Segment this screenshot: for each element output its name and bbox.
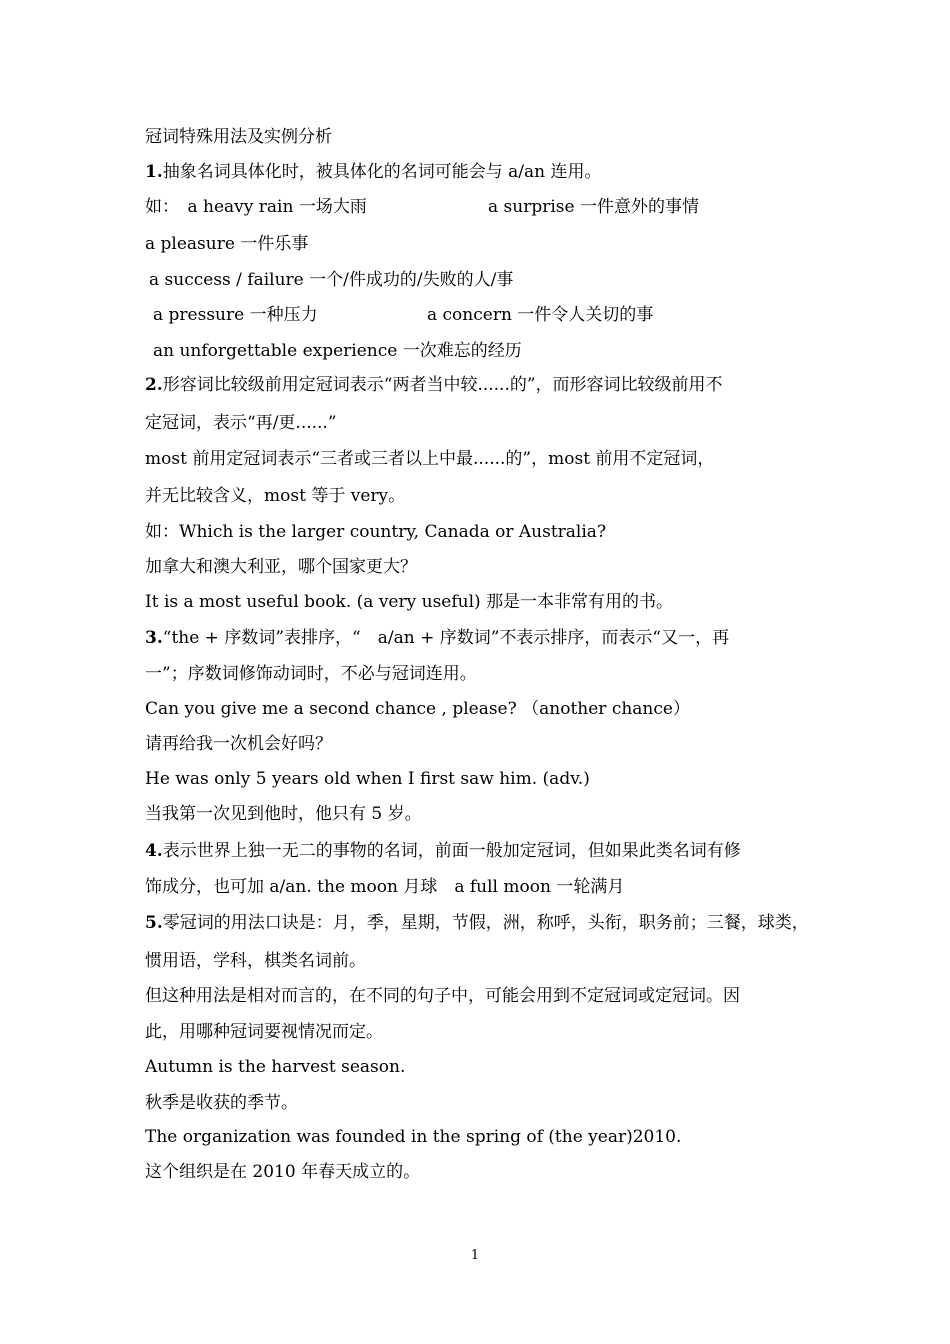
paragraph-line: 惯用语，学科，棋类名词前。 — [145, 951, 366, 971]
example-line: 如：Which is the larger country, Canada or Australia? — [145, 522, 607, 542]
section-number: 1. — [145, 162, 163, 182]
example-line: 秋季是收获的季节。 — [145, 1093, 298, 1113]
example-line: 加拿大和澳大利亚，哪个国家更大？ — [145, 557, 417, 577]
example-line: 当我第一次见到他时，他只有 5 岁。 — [145, 804, 422, 824]
section-text: 形容词比较级前用定冠词表示“两者当中较......的”，而形容词比较级前用不 — [162, 375, 723, 395]
example-line: a pleasure 一件乐事 — [145, 234, 309, 254]
paragraph-line: 饰成分，也可加 a/an. the moon 月球 a full moon 一轮满月 — [145, 877, 625, 897]
section-4-heading — [145, 840, 810, 862]
paragraph-line: 定冠词，表示“再/更......” — [145, 413, 337, 433]
section-number: 4. — [145, 841, 163, 861]
section-1-heading — [145, 161, 810, 183]
section-2-heading — [145, 374, 810, 396]
section-text: 表示世界上独一无二的事物的名词，前面一般加定冠词，但如果此类名词有修 — [162, 841, 741, 861]
paragraph-line: 此，用哪种冠词要视情况而定。 — [145, 1022, 383, 1042]
example-line — [153, 304, 818, 326]
section-number: 2. — [145, 375, 163, 395]
page-number: 1 — [470, 1248, 480, 1263]
paragraph-line: 一”；序数词修饰动词时，不必与冠词连用。 — [145, 664, 477, 684]
document-title: 冠词特殊用法及实例分析 — [145, 127, 332, 147]
example-line: 这个组织是在 2010 年春天成立的。 — [145, 1162, 421, 1182]
section-text: 抽象名词具体化时，被具体化的名词可能会与 a/an 连用。 — [162, 162, 602, 182]
section-text: “the + 序数词”表排序，“ a/an + 序数词”不表示排序，而表示“又一，再 — [162, 628, 730, 648]
section-5-heading — [145, 912, 810, 934]
example-text: 如： a heavy rain 一场大雨 — [145, 197, 367, 217]
example-text: a concern 一件令人关切的事 — [427, 305, 654, 325]
paragraph-line: most 前用定冠词表示“三者或三者以上中最......的”，most 前用不定冠词， — [145, 449, 715, 469]
paragraph-line: 但这种用法是相对而言的，在不同的句子中，可能会用到不定冠词或定冠词。因 — [145, 986, 740, 1006]
example-line: 请再给我一次机会好吗？ — [145, 734, 332, 754]
example-line: He was only 5 years old when I first saw him. (adv.) — [145, 769, 590, 789]
example-line: an unforgettable experience 一次难忘的经历 — [153, 341, 522, 361]
section-number: 3. — [145, 628, 163, 648]
section-text: 零冠词的用法口诀是：月，季，星期，节假，洲，称呼，头衔，职务前；三餐，球类， — [162, 913, 809, 933]
example-line — [145, 196, 810, 218]
example-line: Autumn is the harvest season. — [145, 1057, 406, 1077]
example-text: a pressure 一种压力 — [153, 305, 318, 325]
example-text: a surprise 一件意外的事情 — [488, 197, 699, 217]
section-number: 5. — [145, 913, 163, 933]
paragraph-line: 并无比较含义，most 等于 very。 — [145, 486, 406, 506]
example-line: The organization was founded in the spring of (the year)2010. — [145, 1127, 682, 1147]
section-3-heading — [145, 627, 810, 649]
example-line: It is a most useful book. (a very useful) 那是一本非常有用的书。 — [145, 592, 674, 612]
example-line: a success / failure 一个/件成功的/失败的人/事 — [149, 270, 514, 290]
example-line: Can you give me a second chance , please? （another chance） — [145, 699, 690, 719]
